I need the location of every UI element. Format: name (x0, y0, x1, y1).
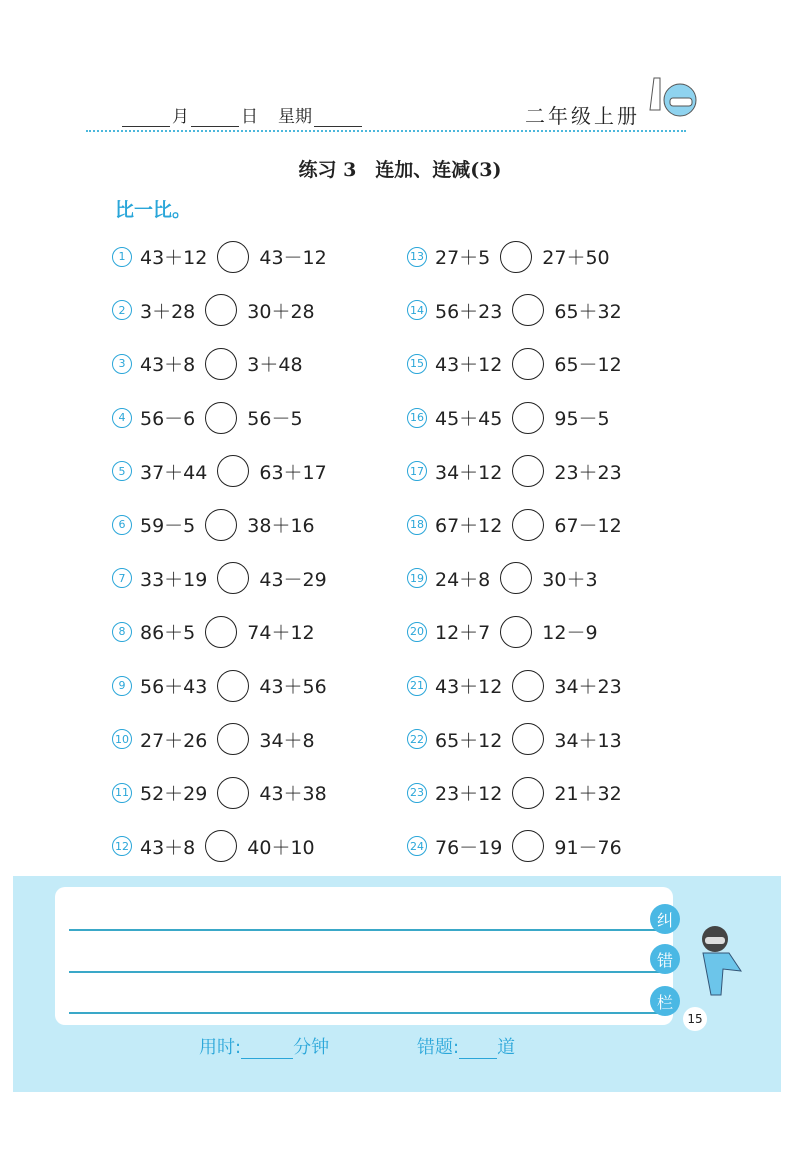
compare-circle[interactable] (205, 402, 237, 434)
problem-row (112, 820, 327, 874)
right-expression: 34＋8 (259, 729, 315, 752)
problem-number: 15 (407, 354, 427, 374)
right-expression: 30＋28 (247, 300, 315, 323)
tag-lan: 栏 (650, 986, 680, 1016)
problem-row (112, 498, 327, 552)
problem-row (407, 659, 622, 713)
month-label: 月 (172, 107, 189, 127)
problem-number: 17 (407, 461, 427, 481)
problem-row (112, 552, 327, 606)
left-expression: 76－19 (435, 836, 503, 859)
hero-mascot-icon (693, 921, 743, 1001)
problem-row (407, 391, 622, 445)
day-blank[interactable] (191, 108, 239, 127)
problem-number: 2 (112, 300, 132, 320)
right-expression: 34＋23 (554, 676, 622, 699)
compare-circle[interactable] (205, 830, 237, 862)
right-expression: 65＋32 (554, 300, 622, 323)
left-expression: 3＋28 (140, 300, 196, 323)
problem-row (112, 712, 327, 766)
weekday-label: 星期 (278, 107, 312, 127)
problem-number: 24 (407, 836, 427, 856)
compare-circle[interactable] (500, 562, 532, 594)
right-expression: 34＋13 (554, 729, 622, 752)
left-expression: 43＋12 (435, 676, 503, 699)
problem-number: 9 (112, 676, 132, 696)
compare-circle[interactable] (512, 455, 544, 487)
compare-circle[interactable] (512, 777, 544, 809)
writing-line[interactable] (69, 929, 669, 931)
right-expression: 21＋32 (554, 783, 622, 806)
right-expression: 74＋12 (247, 622, 315, 645)
problem-row (407, 337, 622, 391)
compare-circle[interactable] (205, 348, 237, 380)
compare-circle[interactable] (205, 616, 237, 648)
right-expression: 67－12 (554, 515, 622, 538)
time-blank[interactable] (241, 1040, 293, 1059)
compare-circle[interactable] (512, 294, 544, 326)
errors-blank[interactable] (459, 1040, 497, 1059)
compare-circle[interactable] (500, 241, 532, 273)
problem-row (112, 444, 327, 498)
problem-number: 21 (407, 676, 427, 696)
compare-circle[interactable] (217, 670, 249, 702)
errors-unit: 道 (497, 1037, 516, 1058)
compare-circle[interactable] (205, 294, 237, 326)
left-expression: 56－6 (140, 408, 196, 431)
compare-circle[interactable] (217, 455, 249, 487)
right-expression: 95－5 (554, 408, 610, 431)
left-expression: 27＋26 (140, 729, 208, 752)
compare-circle[interactable] (205, 509, 237, 541)
right-expression: 43－29 (259, 568, 327, 591)
problem-number: 3 (112, 354, 132, 374)
left-expression: 12＋7 (435, 622, 491, 645)
right-expression: 43＋56 (259, 676, 327, 699)
exercise-title: 练习 3 连加、连减(3) (298, 159, 502, 181)
right-expression: 40＋10 (247, 836, 315, 859)
left-expression: 37＋44 (140, 461, 208, 484)
writing-line[interactable] (69, 1012, 669, 1014)
page-number: 15 (683, 1007, 707, 1031)
problem-row (407, 284, 622, 338)
problem-number: 20 (407, 622, 427, 642)
right-expression: 43＋38 (259, 783, 327, 806)
left-expression: 43＋8 (140, 354, 196, 377)
left-expression: 56＋43 (140, 676, 208, 699)
right-expression: 12－9 (542, 622, 598, 645)
right-expression: 23＋23 (554, 461, 622, 484)
problem-row (407, 766, 622, 820)
problem-number: 1 (112, 247, 132, 267)
right-expression: 56－5 (247, 408, 303, 431)
correction-card (55, 887, 673, 1025)
problem-number: 19 (407, 568, 427, 588)
errors-label: 错题: (417, 1037, 460, 1058)
left-expression: 33＋19 (140, 568, 208, 591)
left-expression: 86＋5 (140, 622, 196, 645)
compare-circle[interactable] (512, 670, 544, 702)
left-expression: 43＋12 (140, 247, 208, 270)
instruction: 比一比。 (115, 199, 192, 221)
problem-row (112, 230, 327, 284)
problem-number: 10 (112, 729, 132, 749)
problem-row (112, 337, 327, 391)
time-unit: 分钟 (293, 1037, 330, 1058)
problem-row (112, 391, 327, 445)
right-expression: 65－12 (554, 354, 622, 377)
problem-number: 12 (112, 836, 132, 856)
left-expression: 67＋12 (435, 515, 503, 538)
error-count (417, 1033, 515, 1059)
right-expression: 38＋16 (247, 515, 315, 538)
problem-row (407, 820, 622, 874)
problem-number: 18 (407, 515, 427, 535)
problem-row (407, 498, 622, 552)
problem-number: 7 (112, 568, 132, 588)
left-expression: 24＋8 (435, 568, 491, 591)
right-expression: 43－12 (259, 247, 327, 270)
problem-row (407, 552, 622, 606)
compare-circle[interactable] (217, 723, 249, 755)
compare-circle[interactable] (500, 616, 532, 648)
problem-number: 4 (112, 408, 132, 428)
problem-row (112, 605, 327, 659)
problem-number: 14 (407, 300, 427, 320)
right-column (407, 230, 622, 873)
problem-row (407, 605, 622, 659)
problem-number: 16 (407, 408, 427, 428)
compare-circle[interactable] (512, 348, 544, 380)
error-correction-panel (13, 876, 781, 1092)
problem-number: 13 (407, 247, 427, 267)
problem-number: 11 (112, 783, 132, 803)
problem-row (407, 230, 622, 284)
date-line (122, 102, 362, 127)
tag-jiu: 纠 (650, 904, 680, 934)
left-expression: 43＋12 (435, 354, 503, 377)
compare-circle[interactable] (512, 723, 544, 755)
compare-circle[interactable] (217, 241, 249, 273)
month-blank[interactable] (122, 108, 170, 127)
right-expression: 63＋17 (259, 461, 327, 484)
problem-row (112, 766, 327, 820)
compare-circle[interactable] (512, 402, 544, 434)
time-label: 用时: (199, 1037, 242, 1058)
problem-number: 23 (407, 783, 427, 803)
left-expression: 52＋29 (140, 783, 208, 806)
compare-circle[interactable] (512, 830, 544, 862)
weekday-blank[interactable] (314, 108, 362, 127)
right-expression: 27＋50 (542, 247, 610, 270)
problem-number: 8 (112, 622, 132, 642)
compare-circle[interactable] (512, 509, 544, 541)
compare-circle[interactable] (217, 562, 249, 594)
right-expression: 91－76 (554, 836, 622, 859)
problem-row (407, 444, 622, 498)
right-expression: 30＋3 (542, 568, 598, 591)
left-expression: 34＋12 (435, 461, 503, 484)
left-expression: 27＋5 (435, 247, 491, 270)
mascot-icon (640, 70, 702, 132)
problem-row (112, 284, 327, 338)
left-expression: 45＋45 (435, 408, 503, 431)
left-expression: 59－5 (140, 515, 196, 538)
left-expression: 43＋8 (140, 836, 196, 859)
left-expression: 65＋12 (435, 729, 503, 752)
problem-number: 6 (112, 515, 132, 535)
grade-label: 二年级上册 (525, 104, 640, 128)
time-spent (199, 1033, 329, 1059)
left-column (112, 230, 327, 873)
problem-number: 5 (112, 461, 132, 481)
right-expression: 3＋48 (247, 354, 303, 377)
writing-line[interactable] (69, 971, 669, 973)
left-expression: 56＋23 (435, 300, 503, 323)
header-divider (86, 130, 686, 132)
compare-circle[interactable] (217, 777, 249, 809)
problem-row (112, 659, 327, 713)
left-expression: 23＋12 (435, 783, 503, 806)
problem-row (407, 712, 622, 766)
problem-number: 22 (407, 729, 427, 749)
tag-cuo: 错 (650, 944, 680, 974)
day-label: 日 (241, 107, 258, 127)
